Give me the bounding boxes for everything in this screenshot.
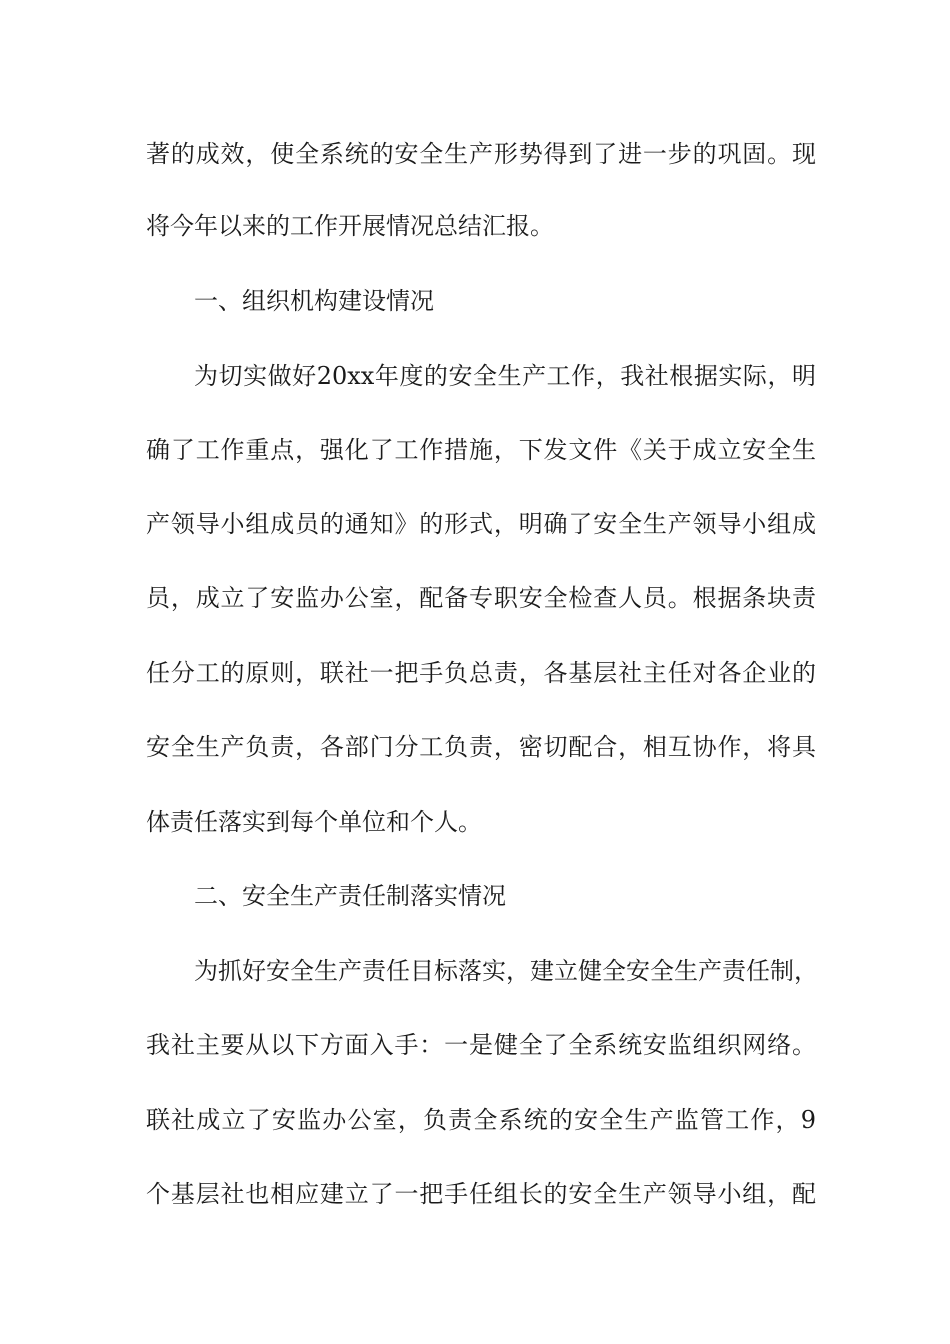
paragraph-line: 体责任落实到每个单位和个人。 bbox=[146, 808, 482, 836]
paragraph-line: 任分工的原则，联社一把手负总责，各基层社主任对各企业的 bbox=[146, 659, 816, 687]
section-heading-1: 一、组织机构建设情况 bbox=[194, 287, 434, 315]
paragraph-line: 将今年以来的工作开展情况总结汇报。 bbox=[146, 212, 554, 240]
paragraph-line: 著的成效，使全系统的安全生产形势得到了进一步的巩固。现 bbox=[146, 140, 816, 168]
paragraph-line: 安全生产负责，各部门分工负责，密切配合，相互协作，将具 bbox=[146, 733, 816, 761]
section-heading-2: 二、安全生产责任制落实情况 bbox=[194, 882, 506, 910]
paragraph-line: 个基层社也相应建立了一把手任组长的安全生产领导小组，配 bbox=[146, 1180, 816, 1208]
paragraph-line: 为切实做好20xx年度的安全生产工作，我社根据实际，明 bbox=[194, 362, 816, 390]
paragraph-line: 联社成立了安监办公室，负责全系统的安全生产监管工作，9 bbox=[146, 1106, 816, 1134]
paragraph-line: 产领导小组成员的通知》的形式，明确了安全生产领导小组成 bbox=[146, 510, 816, 538]
paragraph-line: 我社主要从以下方面入手：一是健全了全系统安监组织网络。 bbox=[146, 1031, 816, 1059]
paragraph-line: 员，成立了安监办公室，配备专职安全检查人员。根据条块责 bbox=[146, 584, 816, 612]
paragraph-line: 确了工作重点，强化了工作措施，下发文件《关于成立安全生 bbox=[146, 436, 816, 464]
paragraph-line: 为抓好安全生产责任目标落实，建立健全安全生产责任制， bbox=[194, 957, 818, 985]
